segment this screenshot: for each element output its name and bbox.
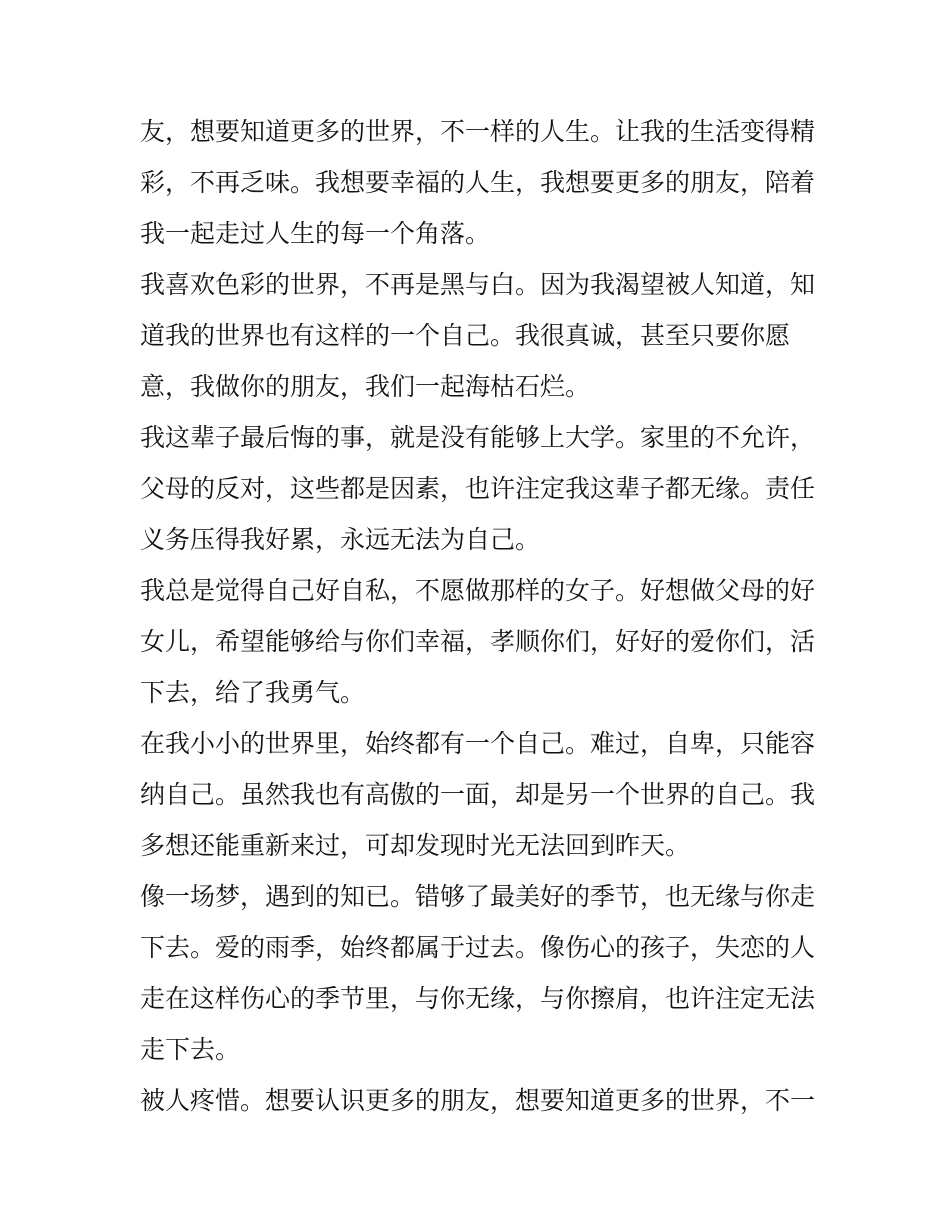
text-line: 意，我做你的朋友，我们一起海枯石烂。: [140, 372, 591, 401]
text-line: 在我小小的世界里，始终都有一个自己。难过，自卑，只能容: [140, 729, 816, 758]
text-line: 下去，给了我勇气。: [140, 678, 366, 707]
text-line: 像一场梦，遇到的知已。错够了最美好的季节，也无缘与你走: [140, 882, 816, 911]
text-line: 彩，不再乏味。我想要幸福的人生，我想要更多的朋友，陪着: [140, 168, 816, 197]
text-line: 我总是觉得自己好自私，不愿做那样的女子。好想做父母的好: [140, 576, 816, 605]
text-line: 走在这样伤心的季节里，与你无缘，与你擦肩，也许注定无法: [140, 984, 816, 1013]
text-line: 我喜欢色彩的世界，不再是黑与白。因为我渴望被人知道，知: [140, 270, 816, 299]
text-line: 我一起走过人生的每一个角落。: [140, 219, 491, 248]
text-line: 下去。爱的雨季，始终都属于过去。像伤心的孩子，失恋的人: [140, 933, 816, 962]
paragraph-3: [140, 412, 816, 565]
text-line: 我这辈子最后悔的事，就是没有能够上大学。家里的不允许，: [140, 423, 816, 452]
paragraph-6: [140, 871, 816, 1075]
text-line: 友，想要知道更多的世界，不一样的人生。让我的生活变得精: [140, 117, 816, 146]
document-body: [140, 106, 816, 1126]
text-line: 多想还能重新来过，可却发现时光无法回到昨天。: [140, 831, 691, 860]
paragraph-4: [140, 565, 816, 718]
text-line: 道我的世界也有这样的一个自己。我很真诚，甚至只要你愿: [140, 321, 791, 350]
paragraph-5: [140, 718, 816, 871]
text-line: 义务压得我好累，永远无法为自己。: [140, 525, 541, 554]
paragraph-7: [140, 1075, 816, 1126]
paragraph-1: [140, 106, 816, 259]
text-line: 走下去。: [140, 1035, 241, 1064]
text-line: 被人疼惜。想要认识更多的朋友，想要知道更多的世界，不一: [140, 1086, 816, 1115]
text-line: 女儿，希望能够给与你们幸福，孝顺你们，好好的爱你们，活: [140, 627, 816, 656]
text-line: 父母的反对，这些都是因素，也许注定我这辈子都无缘。责任: [140, 474, 816, 503]
text-line: 纳自己。虽然我也有高傲的一面，却是另一个世界的自己。我: [140, 780, 816, 809]
paragraph-2: [140, 259, 816, 412]
